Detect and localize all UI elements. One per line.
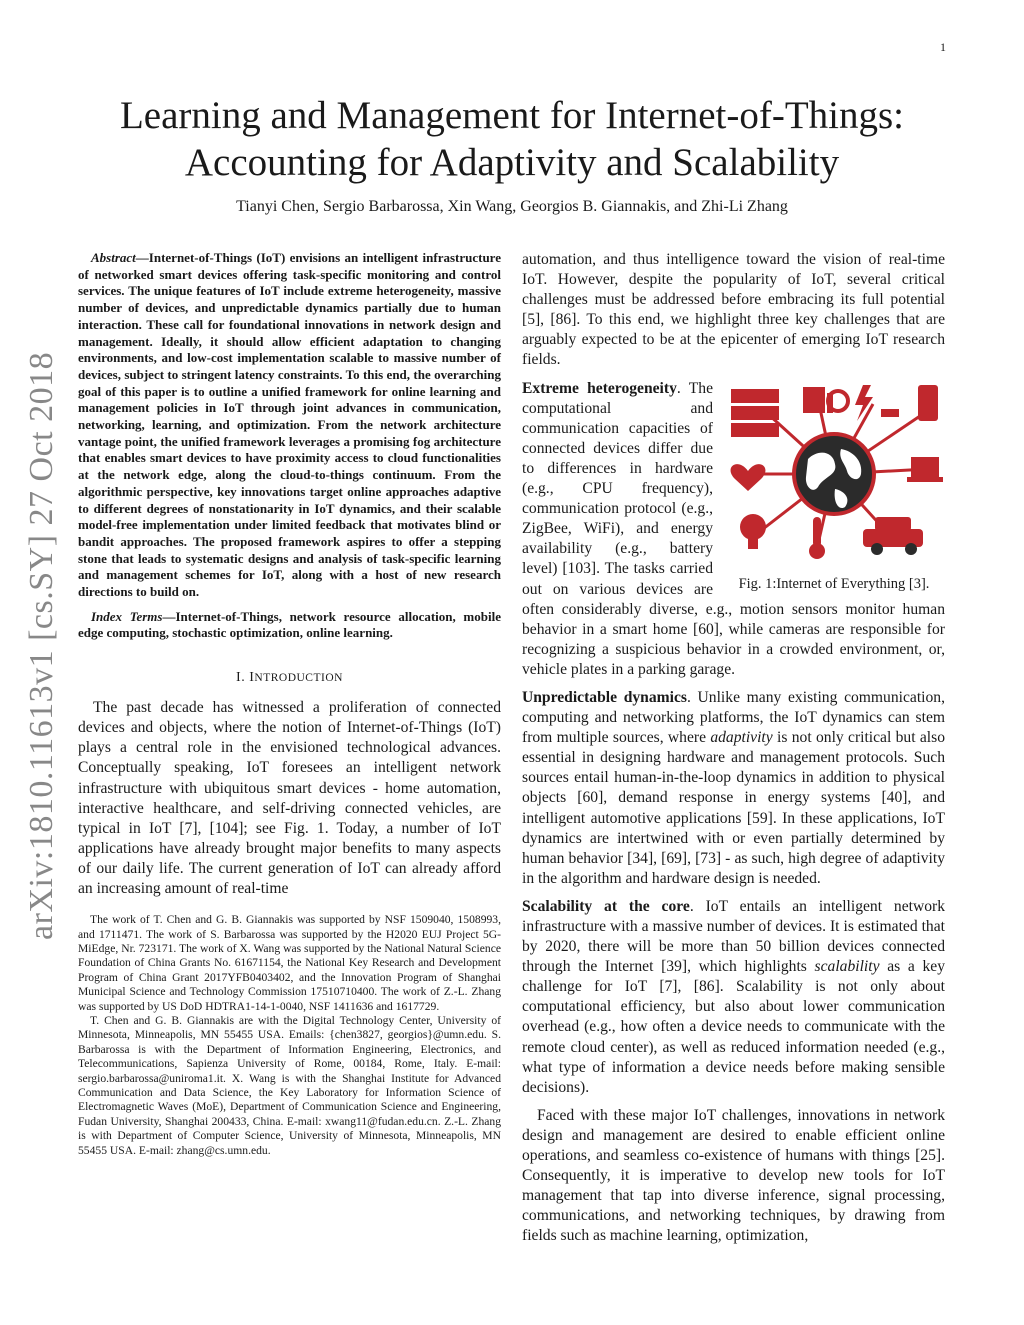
heterogeneity-label: Extreme heterogeneity [522, 379, 677, 397]
affiliation-footnote: T. Chen and G. B. Giannakis are with the Digital Technology Center, University of Minnesota, Minneapolis, MN 55455 USA. Emails: {chen3827, georgios}@umn.edu. S. Barbarossa is with the Department of Information Engineering, Electronics, and Telecommunications, Sapienza University of Rome, 00184, Rome, Italy. E-mail: sergio.barbarossa@uniroma1.it. X. Wang is with the Shanghai Institute for Advanced Communication and Data Science, the Key Laboratory for Information Science of Electromagnetic Waves (MoE), Department of Communication Science and Engineering, Fudan University, Shanghai 200433, China. E-mail: xwang11@fudan.edu.cn. Z.-L. Zhang is with Department of Computer Science, University of Minnesota, Minneapolis, MN 55455 USA. E-mail: zhang@cs.umn.edu. [78, 1013, 501, 1157]
scalability-text-b: as a key challenge for IoT [7], [86]. Scalability is not only about computational efficiency, but also about lower communication overhead (e.g., how often a device needs to communicate with the remote cloud center), as well as reduced information needed (e.g., what type of information a device needs before making sensible decisions). [522, 958, 946, 1096]
thermometer-icon [813, 517, 821, 547]
section-title-rest: NTRODUCTION [254, 672, 343, 685]
heart-icon [731, 464, 766, 491]
funding-footnote: The work of T. Chen and G. B. Giannakis was supported by NSF 1509040, 1508993, and 1711471. The work of S. Barbarossa was supported by the H2020 EUJ Project 5G-MiEdge, Nr. 723171. The work of X. Wang was supported by the National Natural Science Foundation of China Grants No. 61671154, the National Key Research and Development Program of China Grant 2017YFB0403402, and the Innovation Program of Shanghai Municipal Science and Technology Commission 17510710400. The work of Z.-L. Zhang was supported by US DoD HDTRA1-14-1-0040, NSF 1411636 and 1617729. [78, 913, 501, 1013]
laptop-icon [911, 457, 939, 477]
section-heading-introduction [78, 670, 501, 686]
paper-title [0, 92, 1024, 186]
dynamics-text-a: . Unlike many existing communication, computing and networking platforms, the IoT dynamics can stem from multiple sources, where [522, 688, 945, 747]
figure-1 [723, 379, 945, 593]
left-column [78, 250, 501, 1158]
scalability-paragraph [522, 897, 945, 1098]
phone-icon [918, 385, 938, 421]
dynamics-emphasis: adaptivity [710, 729, 773, 747]
title-line-1: Learning and Management for Internet-of-Things: [119, 94, 905, 137]
faucet-icon [881, 409, 899, 417]
challenges-intro-paragraph: automation, and thus intelligence toward the vision of real-time IoT. However, despite the popularity of IoT, several critical challenges must be addressed before embracing its full potential [5], [86]. To this end, we highlight three key challenges that are arguably expected to be at the epicenter of emerging IoT research fields. [522, 251, 945, 369]
arxiv-stamp: arXiv:1810.11613v1 [cs.SY] 27 Oct 2018 [23, 351, 60, 940]
index-terms-text: —Internet-of-Things, network resource allocation, mobile edge computing, stochastic optimization, online learning. [78, 608, 501, 641]
scalability-label: Scalability at the core [522, 897, 690, 915]
dynamics-label: Unpredictable dynamics [522, 688, 687, 706]
heterogeneity-text: . The computational and communication capacities of connected devices differ due to differences in hardware (e.g., CPU frequency), communication protocol (e.g., ZigBee, WiFi), and energy availability (e.g., battery level) [103]. The tasks carried out on various devices are often considerably diverse, e.g., motion sensors monitor human behavior in a smart home [60], while cameras are responsible for recognizing a suspicious behavior in a crowded environment, or, vehicle plates in a parking garage. [522, 379, 945, 678]
page-number: 1 [940, 40, 946, 54]
author-list: Tianyi Chen, Sergio Barbarossa, Xin Wang, Georgios B. Giannakis, and Zhi-Li Zhang [236, 198, 788, 215]
closing-paragraph: Faced with these major IoT challenges, innovations in network design and management are desired to enable efficient online operations, and seamless co-existence of humans with things [25]. Consequently, it is imperative to develop new tools for IoT management that tap into diverse inference, signal processing, communications, and networking techniques, by drawing from fields such as machine learning, optimization, [522, 1106, 945, 1245]
server-icon [731, 389, 779, 437]
internet-of-everything-illustration [723, 379, 945, 569]
section-title-cap: I [249, 670, 255, 686]
index-terms [78, 609, 501, 642]
index-terms-label: Index Terms [91, 608, 163, 624]
abstract-label: Abstract [91, 250, 136, 265]
lightning-icon [855, 385, 873, 421]
abstract-text: —Internet-of-Things (IoT) envisions an intelligent infrastructure of networked smart devices offering task-specific monitoring and control services. The unique features of IoT include extreme heterogeneity, massive number of devices, and unpredictable dynamics partially due to human interaction. These call for foundational innovations in network design and management. Ideally, it should allow efficient adaptation to changing environments, and low-cost implementation scalable to massive number of devices, subject to stringent latency constraints. To this end, the overarching goal of this paper is to outline a unified framework for online learning and management policies in IoT through joint advances in communication, networking, learning, and optimization. From the network architecture vantage point, the unified framework leverages a promising fog architecture that enables smart devices to have proximity access to cloud functionalities at the network edge, along the cloud-to-things continuum. From the algorithmic perspective, key innovations target online approaches adaptive to different degrees of nonstationarity in IoT dynamics, and their scalable model-free implementation under limited feedback that motivates blind or bandit approaches. The proposed framework aspires to offer a stepping stone that leads to systematic designs and analysis of task-specific learning and management schemes for IoT, along with a host of new research directions to build on. [78, 250, 501, 600]
scalability-text-a: . IoT entails an intelligent network infrastructure with a massive number of devices. It is estimated that by 2020, there will be more than 50 billion devices connected through the Internet [39], which highlights [522, 897, 946, 976]
abstract [78, 250, 501, 601]
intro-paragraph: The past decade has witnessed a proliferation of connected devices and objects, where the notion of Internet-of-Things (IoT) plays a central role in the envisioned technological advances. Conceptually speaking, IoT foresees an intelligent network infrastructure with ubiquitous smart devices - home automation, interactive healthcare, and self-driving connected vehicles, are typical in IoT [7], [104]; see Fig. 1. Today, a number of IoT applications have already brought major benefits to many aspects of our daily life. The current generation of IoT can already afford an increasing amount of real-time [78, 699, 501, 898]
section-number: I. [236, 670, 250, 686]
dynamics-paragraph [522, 688, 945, 889]
footnotes [78, 913, 501, 1158]
lightbulb-icon [740, 514, 766, 540]
figure-caption: Fig. 1:Internet of Everything [3]. [738, 575, 930, 592]
scalability-emphasis: scalability [814, 958, 880, 976]
title-line-2: Accounting for Adaptivity and Scalability [184, 141, 840, 184]
globe-icon [794, 434, 874, 514]
dynamics-text-b: is not only critical but also essential in designing hardware and management protocols. Such sources entail human-in-the-loop dynamics in addition to physical objects [60], demand response in energy systems [40], and intelligent automotive applications [59]. In these applications, IoT dynamics are intertwined with or even partially determined by human behavior [34], [69], [73] - as such, high degree of adaptivity in the algorithm and hardware design is needed. [522, 729, 945, 887]
right-column [522, 250, 945, 1247]
